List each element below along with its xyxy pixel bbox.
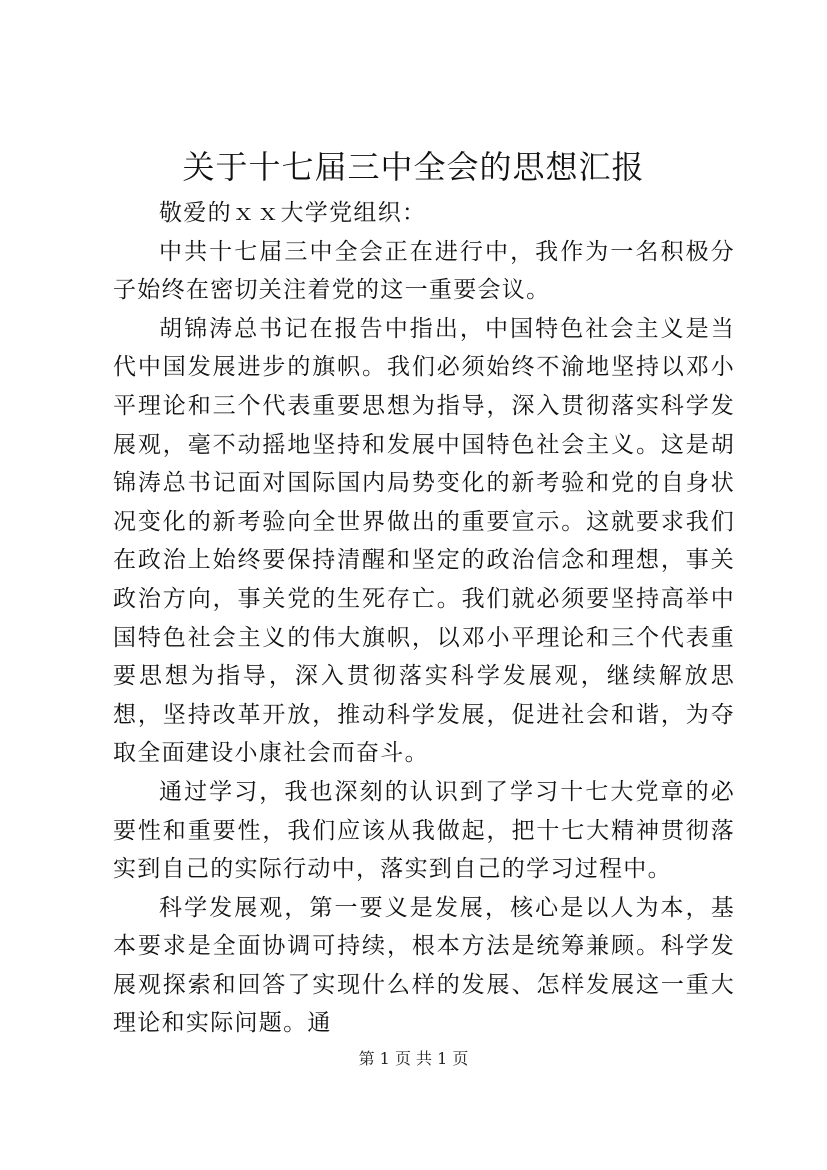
paragraph-4: 科学发展观，第一要义是发展，核心是以人为本，基本要求是全面协调可持续，根本方法是统筹兼顾。科学发展观探索和回答了实现什么样的发展、怎样发展这一重大理论和实际问题。通 [113,894,735,1037]
paragraph-1: 中共十七届三中全会正在进行中，我作为一名积极分子始终在密切关注着党的这一重要会议。 [113,238,735,304]
salutation: 敬爱的ｘｘ大学党组织： [159,200,427,226]
document-title: 关于十七届三中全会的思想汇报 [182,148,645,186]
paragraph-2: 胡锦涛总书记在报告中指出，中国特色社会主义是当代中国发展进步的旗帜。我们必须始终不渝地坚持以邓小平理论和三个代表重要思想为指导，深入贯彻落实科学发展观，毫不动摇地坚持和发展中国特色社会主义。这是胡锦涛总书记面对国际国内局势变化的新考验和党的自身状况变化的新考验向全世界做出的重要宣示。这就要求我们在政治上始终要保持清醒和坚定的政治信念和理想，事关政治方向，事关党的生死存亡。我们就必须要坚持高举中国特色社会主义的伟大旗帜，以邓小平理论和三个代表重要思想为指导，深入贯彻落实科学发展观，继续解放思想，坚持改革开放，推动科学发展，促进社会和谐，为夺取全面建设小康社会而奋斗。 [113,315,735,767]
page-footer: 第 1 页 共 1 页 [358,1049,469,1068]
paragraph-3: 通过学习，我也深刻的认识到了学习十七大党章的必要性和重要性，我们应该从我做起，把十七大精神贯彻落实到自己的实际行动中，落实到自己的学习过程中。 [113,778,735,883]
document-body [113,194,735,1043]
